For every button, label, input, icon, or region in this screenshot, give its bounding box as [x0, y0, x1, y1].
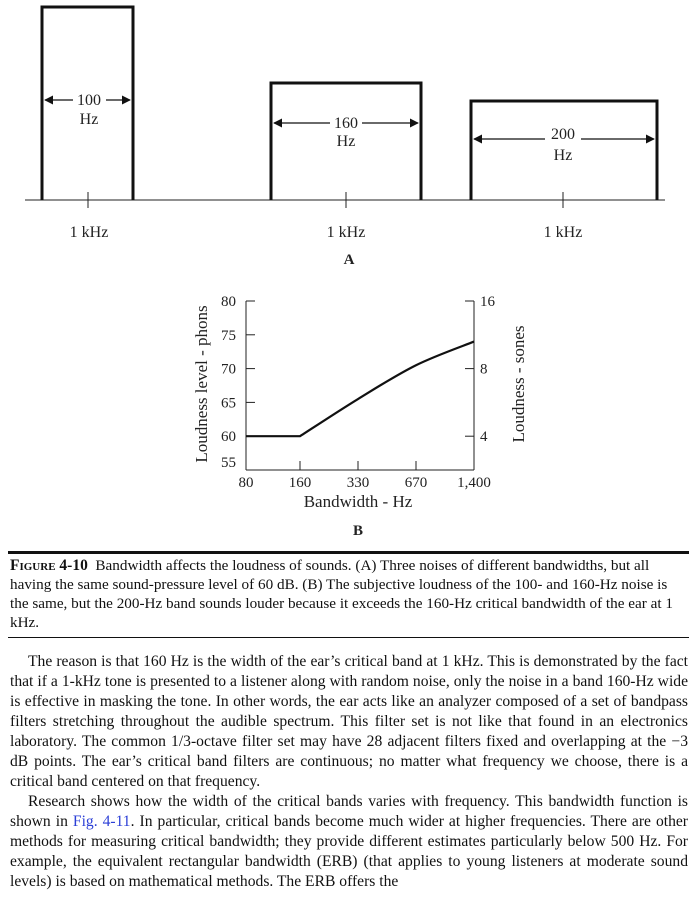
noise-band-200hz	[471, 101, 657, 241]
bandwidth-unit-label: Hz	[553, 147, 573, 164]
y2-tick-label: 8	[480, 361, 488, 378]
noise-band-160hz	[271, 83, 421, 241]
noise-band-100hz	[42, 7, 133, 241]
y-axis-label: Loudness level - phons	[192, 305, 211, 463]
center-frequency-label: 1 kHz	[69, 224, 109, 241]
caption-top-rule	[8, 551, 689, 554]
paragraph-2-end: . In particular, critical bands become much wider at higher frequencies. There are other methods for measuring critical bandwidth; they provide different estimates particularly below 500 Hz. For example, the equivalent rectangular bandwidth (ERB) (that applies to young listeners at moderate sound levels) is based on mathematical methods. The ERB offers the	[10, 813, 688, 890]
caption-text: Bandwidth affects the loudness of sounds. (A) Three noises of different bandwidths, but all having the same sound-pressure level of 60 dB. (B) The subjective loudness of the 100- and 160-Hz noise is the same, but the 200-Hz band sounds louder because it exceeds the 160-Hz critical bandwidth of the ear at 1 kHz.	[10, 557, 673, 631]
panel-label-a: A	[343, 252, 355, 268]
paragraph-1: The reason is that 160 Hz is the width of the ear’s critical band at 1 kHz. This is demonstrated by the fact that if a 1-kHz tone is presented to a listener along with random noise, only the noise in a band 160-Hz wide is effective in masking the tone. In other words, the ear acts like an analyzer composed of a set of bandpass filters stretching throughout the audible spectrum. This filter set is not like that found in an electronics laboratory. The common 1/3-octave filter set may have 28 adjacent filters fixed and overlapping at the −3 dB points. The ear’s critical band filters are continuous; no matter what frequency we choose, there is a critical band centered on that frequency.	[10, 653, 688, 790]
caption-label: Figure 4-10	[10, 557, 88, 574]
loudness-chart	[192, 294, 528, 539]
bandwidth-unit-label: Hz	[336, 133, 356, 150]
body-text	[10, 652, 688, 892]
center-frequency-label: 1 kHz	[326, 224, 366, 241]
x-tick-label: 160	[288, 475, 312, 491]
y2-tick-label: 4	[480, 429, 488, 446]
paragraph-2	[10, 792, 688, 892]
paragraph-2-start: Research shows how the width of the critical bands varies with frequency. This bandwidth function is shown in	[10, 793, 688, 830]
y-tick-label: 80	[221, 294, 236, 310]
x-tick-label: 330	[346, 475, 370, 491]
y-tick-label: 65	[221, 395, 236, 412]
y-tick-label: 55	[221, 455, 236, 471]
bandwidth-label: 200	[551, 126, 575, 143]
bandwidth-label: 100	[77, 92, 101, 109]
y-tick-label: 60	[221, 429, 236, 446]
x-tick-label: 80	[238, 475, 254, 491]
y-tick-label: 70	[221, 361, 236, 378]
loudness-curve	[246, 342, 474, 437]
figure-4-11-link[interactable]: Fig. 4-11	[72, 813, 131, 830]
center-frequency-label: 1 kHz	[543, 224, 583, 241]
figure-caption	[10, 556, 686, 632]
bandwidth-unit-label: Hz	[79, 111, 99, 128]
y2-tick-label: 16	[480, 294, 495, 310]
x-tick-label: 670	[404, 475, 428, 491]
y2-axis-label: Loudness - sones	[509, 325, 528, 443]
x-axis-label: Bandwidth - Hz	[303, 492, 413, 511]
y-tick-label: 75	[221, 327, 236, 344]
caption-bottom-rule	[8, 637, 689, 638]
x-tick-label: 1,400	[457, 475, 491, 491]
bandwidth-label: 160	[334, 115, 358, 132]
panel-label-b: B	[352, 523, 364, 539]
